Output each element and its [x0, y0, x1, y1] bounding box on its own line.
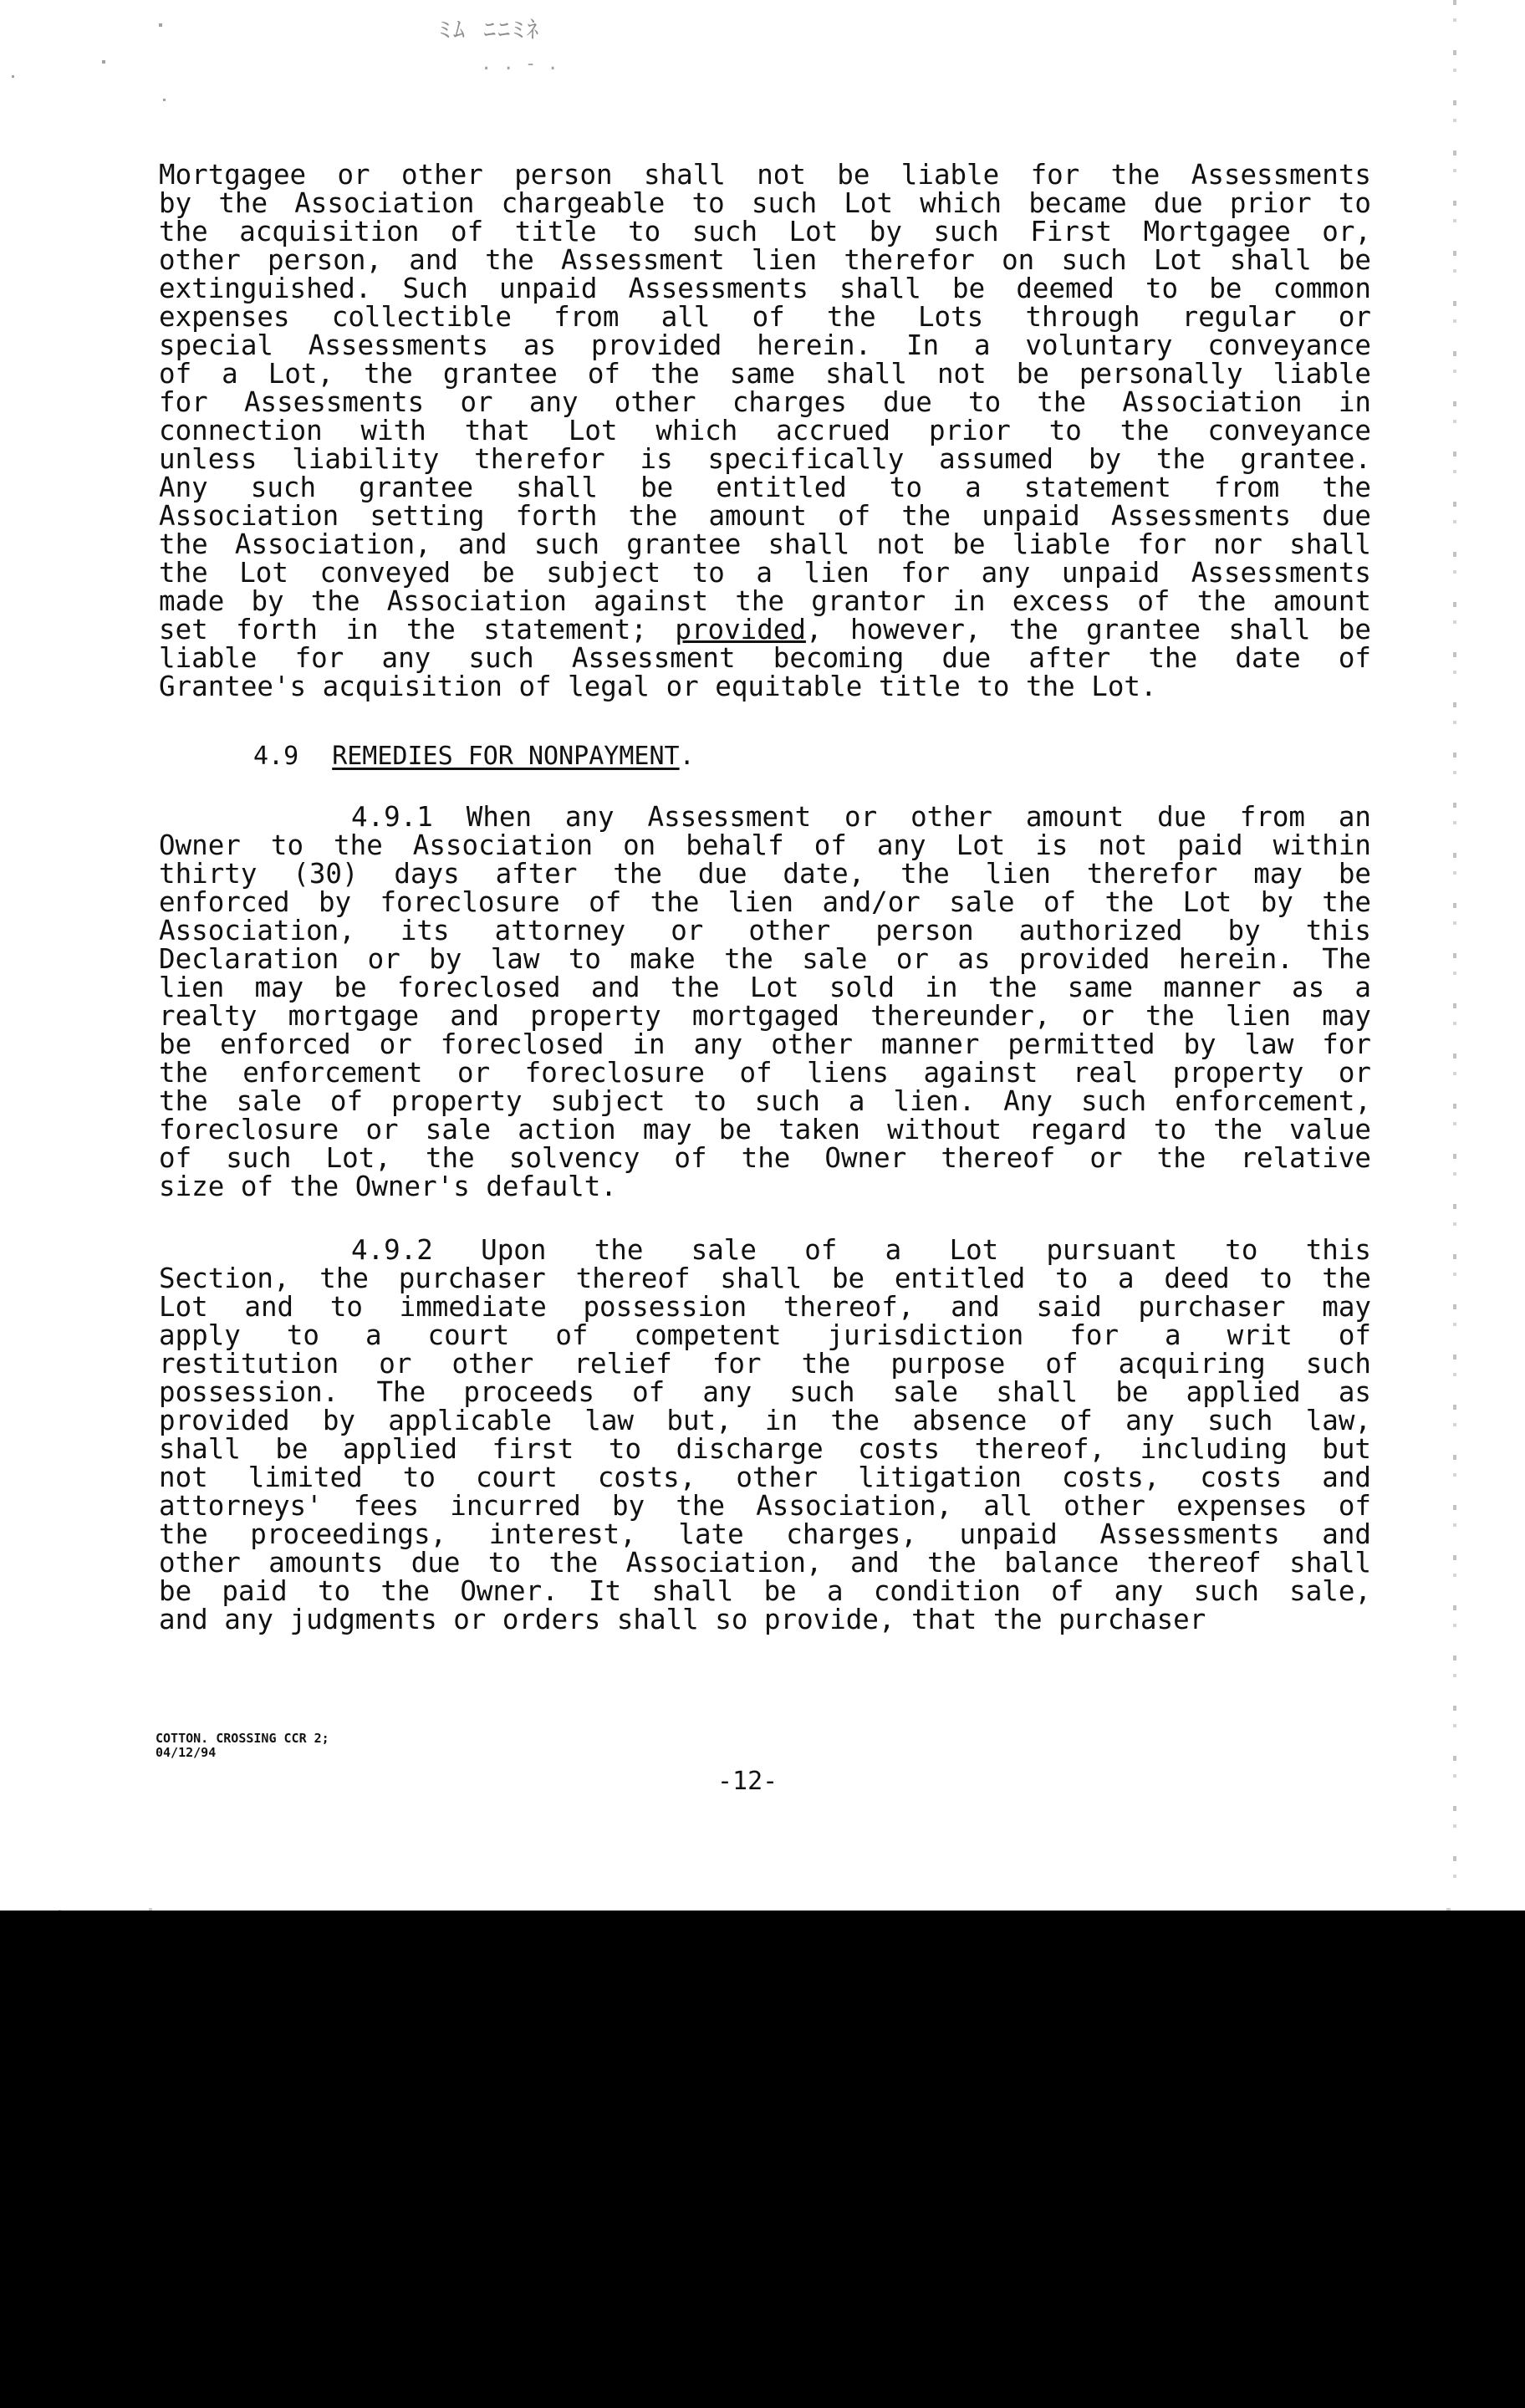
text-line: special Assessments as provided herein. In a voluntary conveyance: [159, 329, 1371, 361]
paragraph-number: 4.9.2: [351, 1234, 433, 1266]
text-line: attorneys' fees incurred by the Association, all other expenses of: [159, 1490, 1371, 1522]
scan-edge-artifact: [1453, 0, 1456, 1906]
text-line: Declaration or by law to make the sale or as provided herein. The: [159, 943, 1371, 975]
scan-speck: [12, 75, 14, 78]
paragraph-4-9-2: [159, 1236, 1371, 1634]
text-line: Owner to the Association on behalf of any Lot is not paid within: [159, 829, 1371, 861]
section-number: 4.9: [253, 742, 299, 771]
text-line: the Lot conveyed be subject to a lien for any unpaid Assessments: [159, 557, 1371, 589]
text-line: thirty (30) days after the due date, the lien therefor may be: [159, 858, 1371, 890]
text-line: be enforced or foreclosed in any other manner permitted by law for: [159, 1028, 1371, 1060]
text-line: Association, its attorney or other person authorized by this: [159, 915, 1371, 946]
page-number: -12-: [717, 1767, 778, 1796]
text-line: other amounts due to the Association, and the balance thereof shall: [159, 1547, 1371, 1579]
text-line-provided: [159, 615, 1371, 644]
text-line: possession. The proceeds of any such sale shall be applied as: [159, 1376, 1371, 1408]
provided-term: provided: [675, 614, 806, 645]
text-fragment: set forth in the statement;: [159, 614, 647, 645]
text-line: restitution or other relief for the purpose of acquiring such: [159, 1348, 1371, 1380]
text-line: foreclosure or sale action may be taken without regard to the value: [159, 1114, 1371, 1145]
text-line: of such Lot, the solvency of the Owner thereof or the relative: [159, 1142, 1371, 1174]
text-line: Section, the purchaser thereof shall be entitled to a deed to the: [159, 1263, 1371, 1294]
text-fragment: Upon the sale of a Lot pursuant to this: [481, 1234, 1371, 1266]
text-line: the enforcement or foreclosure of liens against real property or: [159, 1057, 1371, 1089]
document-date: 04/12/94: [156, 1745, 217, 1760]
text-line: Grantee's acquisition of legal or equitable title to the Lot.: [159, 671, 1157, 702]
text-line: the proceedings, interest, late charges, unpaid Assessments and: [159, 1518, 1371, 1550]
text-line: the sale of property subject to such a lien. Any such enforcement,: [159, 1085, 1371, 1117]
section-title: REMEDIES FOR NONPAYMENT: [332, 742, 680, 771]
text-line: Lot and to immediate possession thereof, and said purchaser may: [159, 1291, 1371, 1323]
text-line: by the Association chargeable to such Lot which became due prior to: [159, 187, 1371, 219]
section-title-period: .: [679, 742, 695, 771]
text-line: shall be applied first to discharge costs thereof, including but: [159, 1433, 1371, 1465]
header-stamp-marks: . . - .: [481, 54, 558, 74]
text-line: lien may be foreclosed and the Lot sold in the same manner as a: [159, 972, 1371, 1003]
text-line: other person, and the Assessment lien therefor on such Lot shall be: [159, 244, 1371, 276]
continued-paragraph: [159, 161, 1371, 701]
paragraph-4-9-1: [159, 803, 1371, 1201]
paragraph-number: 4.9.1: [351, 801, 433, 833]
text-line: the acquisition of title to such Lot by such First Mortgagee or,: [159, 216, 1371, 247]
text-line: Any such grantee shall be entitled to a statement from the: [159, 472, 1371, 503]
text-line: liable for any such Assessment becoming due after the date of: [159, 642, 1371, 674]
text-line: realty mortgage and property mortgaged thereunder, or the lien may: [159, 1000, 1371, 1032]
text-line: and any judgments or orders shall so provide, that the purchaser: [159, 1604, 1206, 1635]
text-line: the Association, and such grantee shall not be liable for nor shall: [159, 528, 1371, 560]
text-line: expenses collectible from all of the Lots through regular or: [159, 301, 1371, 333]
scan-speck: [102, 60, 105, 64]
text-line: apply to a court of competent jurisdiction for a writ of: [159, 1319, 1371, 1351]
text-fragment: , however, the grantee shall be: [805, 614, 1371, 645]
header-stamp: ﾐﾑ ﾆﾆﾐﾈ: [439, 16, 541, 43]
text-line: size of the Owner's default.: [159, 1171, 617, 1202]
text-line: for Assessments or any other charges due to the Association in: [159, 386, 1371, 418]
scan-black-margin: [0, 1911, 1525, 2408]
text-line: extinguished. Such unpaid Assessments shall be deemed to be common: [159, 273, 1371, 304]
text-line: made by the Association against the grantor in excess of the amount: [159, 585, 1371, 617]
scan-speck: [163, 99, 166, 101]
document-reference: [156, 1732, 329, 1760]
paragraph-first-line: [159, 1236, 1371, 1264]
text-line: unless liability therefor is specifically assumed by the grantee.: [159, 443, 1371, 475]
text-line: enforced by foreclosure of the lien and/or sale of the Lot by the: [159, 886, 1371, 918]
text-line: Association setting forth the amount of the unpaid Assessments due: [159, 500, 1371, 532]
text-line: connection with that Lot which accrued prior to the conveyance: [159, 415, 1371, 446]
text-line: of a Lot, the grantee of the same shall not be personally liable: [159, 358, 1371, 390]
section-heading: [253, 742, 695, 771]
text-line: Mortgagee or other person shall not be liable for the Assessments: [159, 159, 1371, 191]
text-line: not limited to court costs, other litigation costs, costs and: [159, 1462, 1371, 1493]
paragraph-first-line: [159, 803, 1371, 831]
text-line: provided by applicable law but, in the absence of any such law,: [159, 1405, 1371, 1436]
text-fragment: When any Assessment or other amount due from an: [466, 801, 1371, 833]
scan-speck: [159, 23, 162, 27]
document-reference-line: COTTON. CROSSING CCR 2;: [156, 1731, 329, 1746]
text-line: be paid to the Owner. It shall be a condition of any such sale,: [159, 1575, 1371, 1607]
